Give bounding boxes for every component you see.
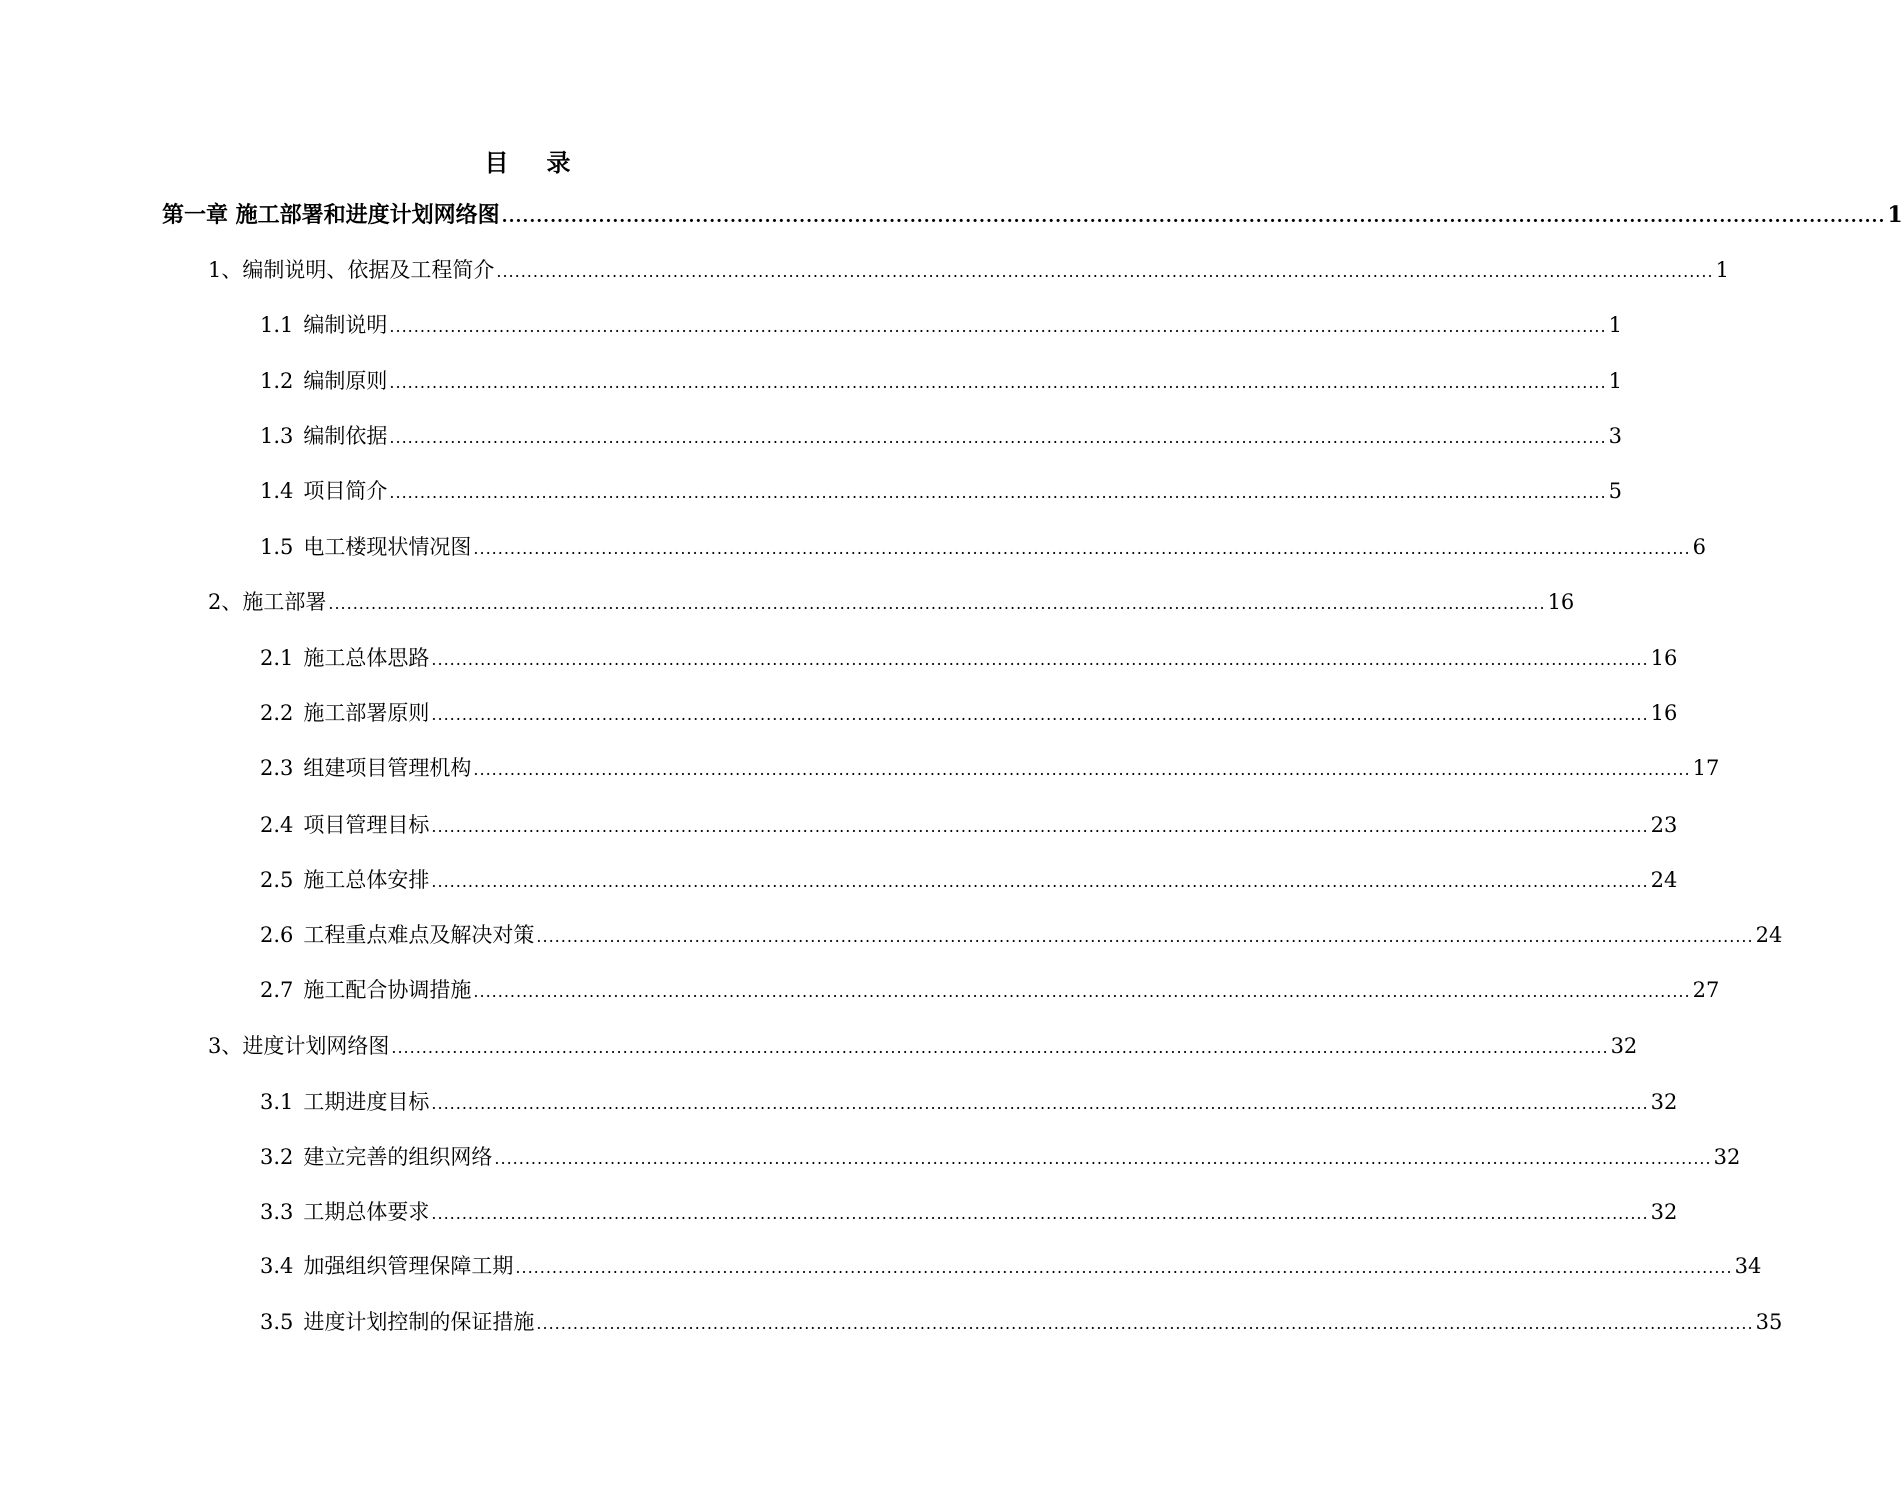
toc-leader: ........................................................................................................................................................................................................	[431, 1204, 1649, 1223]
toc-item-entry[interactable]	[260, 809, 1678, 839]
toc-item-label: 项目简介	[303, 479, 388, 503]
toc-item-num: 3.5	[260, 1310, 294, 1334]
toc-leader: ........................................................................................................................................................................................................	[494, 1149, 1712, 1168]
toc-chapter-page: 1	[1887, 202, 1903, 228]
toc-item-num: 1.2	[260, 369, 294, 393]
toc-leader: ........................................................................................................................................................................................................	[473, 539, 1691, 558]
toc-item-num: 3.3	[260, 1200, 294, 1224]
toc-leader: ........................................................................................................................................................................................................	[389, 428, 1607, 447]
toc-item-page: 24	[1650, 868, 1678, 892]
toc-leader: ........................................................................................................................................................................................................	[473, 982, 1691, 1001]
toc-leader: ........................................................................................................................................................................................................	[431, 705, 1649, 724]
toc-leader: ........................................................................................................................................................................................................	[389, 317, 1607, 336]
toc-item-label: 施工配合协调措施	[303, 978, 472, 1002]
toc-item-num: 2.6	[260, 923, 294, 947]
toc-section-num: 3、	[208, 1034, 243, 1058]
toc-item-page: 23	[1650, 813, 1678, 837]
toc-leader: ........................................................................................................................................................................................................	[431, 817, 1649, 836]
toc-section-entry[interactable]	[208, 586, 1575, 616]
toc-item-entry[interactable]	[260, 1250, 1762, 1280]
toc-item-label: 工期总体要求	[303, 1200, 430, 1224]
toc-item-num: 1.3	[260, 424, 294, 448]
toc-item-entry[interactable]	[260, 697, 1678, 727]
toc-item-label: 电工楼现状情况图	[303, 535, 472, 559]
toc-item-label: 进度计划控制的保证措施	[303, 1310, 535, 1334]
toc-item-page: 16	[1650, 646, 1678, 670]
toc-item-label: 施工总体思路	[303, 646, 430, 670]
toc-item-num: 2.5	[260, 868, 294, 892]
toc-item-num: 3.2	[260, 1145, 294, 1169]
toc-title-left: 目	[484, 148, 511, 177]
toc-item-entry[interactable]	[260, 1196, 1678, 1226]
toc-section-entry[interactable]	[208, 1030, 1638, 1060]
toc-chapter-label: 第一章 施工部署和进度计划网络图	[162, 202, 500, 228]
toc-item-num: 1.1	[260, 313, 294, 337]
toc-item-label: 编制说明	[303, 313, 388, 337]
toc-leader: ........................................................................................................................................................................................................	[473, 760, 1691, 779]
toc-item-entry[interactable]	[260, 1086, 1678, 1116]
toc-item-page: 34	[1734, 1254, 1762, 1278]
toc-item-entry[interactable]	[260, 309, 1622, 339]
toc-item-entry[interactable]	[260, 365, 1622, 395]
toc-item-label: 编制原则	[303, 369, 388, 393]
toc-section-page: 16	[1547, 590, 1575, 614]
toc-item-entry[interactable]	[260, 420, 1622, 450]
toc-section-page: 1	[1715, 258, 1729, 282]
toc-item-label: 项目管理目标	[303, 813, 430, 837]
toc-item-label: 施工总体安排	[303, 868, 430, 892]
toc-item-entry[interactable]	[260, 919, 1783, 949]
toc-section-page: 32	[1610, 1034, 1638, 1058]
toc-leader: ........................................................................................................................................................................................................	[389, 373, 1607, 392]
toc-item-page: 27	[1692, 978, 1720, 1002]
toc-item-page: 32	[1650, 1200, 1678, 1224]
toc-item-page: 1	[1608, 313, 1622, 337]
toc-item-entry[interactable]	[260, 531, 1706, 561]
toc-item-entry[interactable]	[260, 1306, 1783, 1336]
toc-item-num: 2.7	[260, 978, 294, 1002]
toc-section-label: 进度计划网络图	[242, 1034, 390, 1058]
toc-item-num: 1.5	[260, 535, 294, 559]
toc-item-entry[interactable]	[260, 1141, 1741, 1171]
toc-item-page: 24	[1755, 923, 1783, 947]
toc-item-page: 32	[1650, 1090, 1678, 1114]
toc-item-label: 工期进度目标	[303, 1090, 430, 1114]
toc-item-label: 工程重点难点及解决对策	[303, 923, 535, 947]
toc-item-entry[interactable]	[260, 475, 1622, 505]
toc-item-num: 2.4	[260, 813, 294, 837]
toc-leader: ........................................................................................................................................................................................................	[389, 483, 1607, 502]
toc-item-num: 3.4	[260, 1254, 294, 1278]
toc-title	[0, 143, 1057, 178]
toc-section-num: 2、	[208, 590, 243, 614]
toc-item-page: 17	[1692, 756, 1720, 780]
toc-leader: ........................................................................................................................................................................................................	[431, 1094, 1649, 1113]
toc-leader: ........................................................................................................................................................................................................	[431, 650, 1649, 669]
toc-section-entry[interactable]	[208, 254, 1729, 284]
toc-item-label: 施工部署原则	[303, 701, 430, 725]
toc-title-right: 录	[546, 148, 573, 177]
toc-item-num: 3.1	[260, 1090, 294, 1114]
toc-leader: ........................................................................................................................................................................................................	[431, 872, 1649, 891]
toc-item-entry[interactable]	[260, 974, 1720, 1004]
toc-leader: ........................................................................................................................................................................................................	[536, 927, 1754, 946]
toc-item-page: 16	[1650, 701, 1678, 725]
toc-leader: ........................................................................................................................................................................................................	[496, 262, 1714, 281]
toc-item-page: 35	[1755, 1310, 1783, 1334]
toc-item-page: 1	[1608, 369, 1622, 393]
toc-item-entry[interactable]	[260, 642, 1678, 672]
toc-item-entry[interactable]	[260, 864, 1678, 894]
toc-section-num: 1、	[208, 258, 243, 282]
toc-item-page: 6	[1692, 535, 1706, 559]
toc-leader: ........................................................................................................................................................................................................	[536, 1314, 1754, 1333]
toc-leader: ........................................................................................................................................................................................................	[515, 1258, 1733, 1277]
toc-item-page: 5	[1608, 479, 1622, 503]
toc-section-label: 施工部署	[242, 590, 327, 614]
toc-leader: ........................................................................................................................................................................................................	[391, 1038, 1609, 1057]
toc-leader: ........................................................................................................................................................................................................	[328, 594, 1546, 613]
toc-item-label: 加强组织管理保障工期	[303, 1254, 514, 1278]
toc-item-label: 编制依据	[303, 424, 388, 448]
toc-section-label: 编制说明、依据及工程简介	[242, 258, 495, 282]
toc-item-num: 2.1	[260, 646, 294, 670]
toc-leader: ........................................................................................................................................................................................................	[501, 207, 1886, 227]
toc-item-entry[interactable]	[260, 752, 1720, 782]
toc-chapter-entry[interactable]	[162, 198, 1903, 228]
toc-item-page: 32	[1713, 1145, 1741, 1169]
toc-item-label: 组建项目管理机构	[303, 756, 472, 780]
toc-item-num: 2.3	[260, 756, 294, 780]
toc-item-num: 2.2	[260, 701, 294, 725]
toc-item-label: 建立完善的组织网络	[303, 1145, 493, 1169]
toc-item-page: 3	[1608, 424, 1622, 448]
toc-item-num: 1.4	[260, 479, 294, 503]
